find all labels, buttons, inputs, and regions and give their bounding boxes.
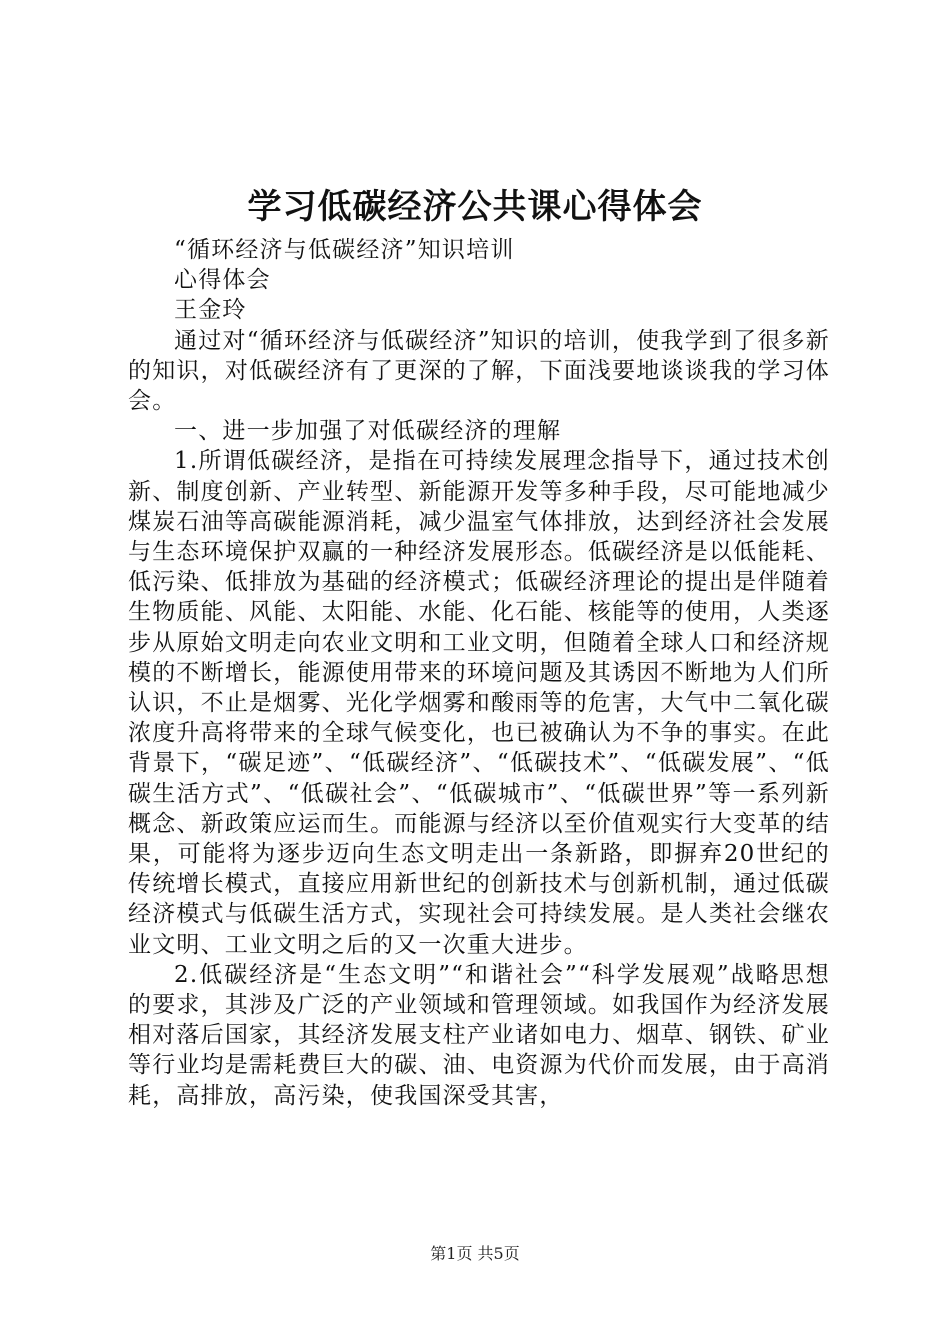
section-heading: 一、进一步加强了对低碳经济的理解 — [174, 418, 562, 445]
document-body — [128, 235, 830, 1111]
page-number-footer: 第1页 共5页 — [430, 1244, 520, 1263]
subtitle-line: “循环经济与低碳经济”知识培训 — [174, 237, 515, 263]
paragraph: 通过对“循环经济与低碳经济”知识的培训，使我学到了很多新的知识，对低碳经济有了更深的了解，下面浅要地谈谈我的学习体会。 — [128, 327, 830, 415]
document-title: 学习低碳经济公共课心得体会 — [247, 187, 703, 227]
author-name: 王金玲 — [174, 297, 247, 324]
paragraph: 1.所谓低碳经济，是指在可持续发展理念指导下，通过技术创新、制度创新、产业转型、新能源开发等多种手段，尽可能地减少煤炭石油等高碳能源消耗，减少温室气体排放，达到经济社会发展与生态环境保护双赢的一种经济发展形态。低碳经济是以低能耗、低污染、低排放为基础的经济模式；低碳经济理论的提出是伴随着生物质能、风能、太阳能、水能、化石能、核能等的使用，人类逐步从原始文明走向农业文明和工业文明，但随着全球人口和经济规模的不断增长，能源使用带来的环境问题及其诱因不断地为人们所认识，不止是烟雾、光化学烟雾和酸雨等的危害，大气中二氧化碳浓度升高将带来的全球气候变化，也已被确认为不争的事实。在此背景下，“碳足迹”、“低碳经济”、“低碳技术”、“低碳发展”、“低碳生活方式”、“低碳社会”、“低碳城市”、“低碳世界”等一系列新概念、新政策应运而生。而能源与经济以至价值观实行大变革的结果，可能将为逐步迈向生态文明走出一条新路，即摒弃20世纪的传统增长模式，直接应用新世纪的创新技术与创新机制，通过低碳经济模式与低碳生活方式，实现社会可持续发展。是人类社会继农业文明、工业文明之后的又一次重大进步。 — [128, 448, 830, 958]
subtitle-line: 心得体会 — [174, 267, 271, 294]
paragraph: 2.低碳经济是“生态文明”“和谐社会”“科学发展观”战略思想的要求，其涉及广泛的产业领域和管理领域。如我国作为经济发展相对落后国家，其经济发展支柱产业诸如电力、烟草、钢铁、矿业等行业均是需耗费巨大的碳、油、电资源为代价而发展，由于高消耗，高排放，高污染，使我国深受其害， — [128, 961, 830, 1109]
